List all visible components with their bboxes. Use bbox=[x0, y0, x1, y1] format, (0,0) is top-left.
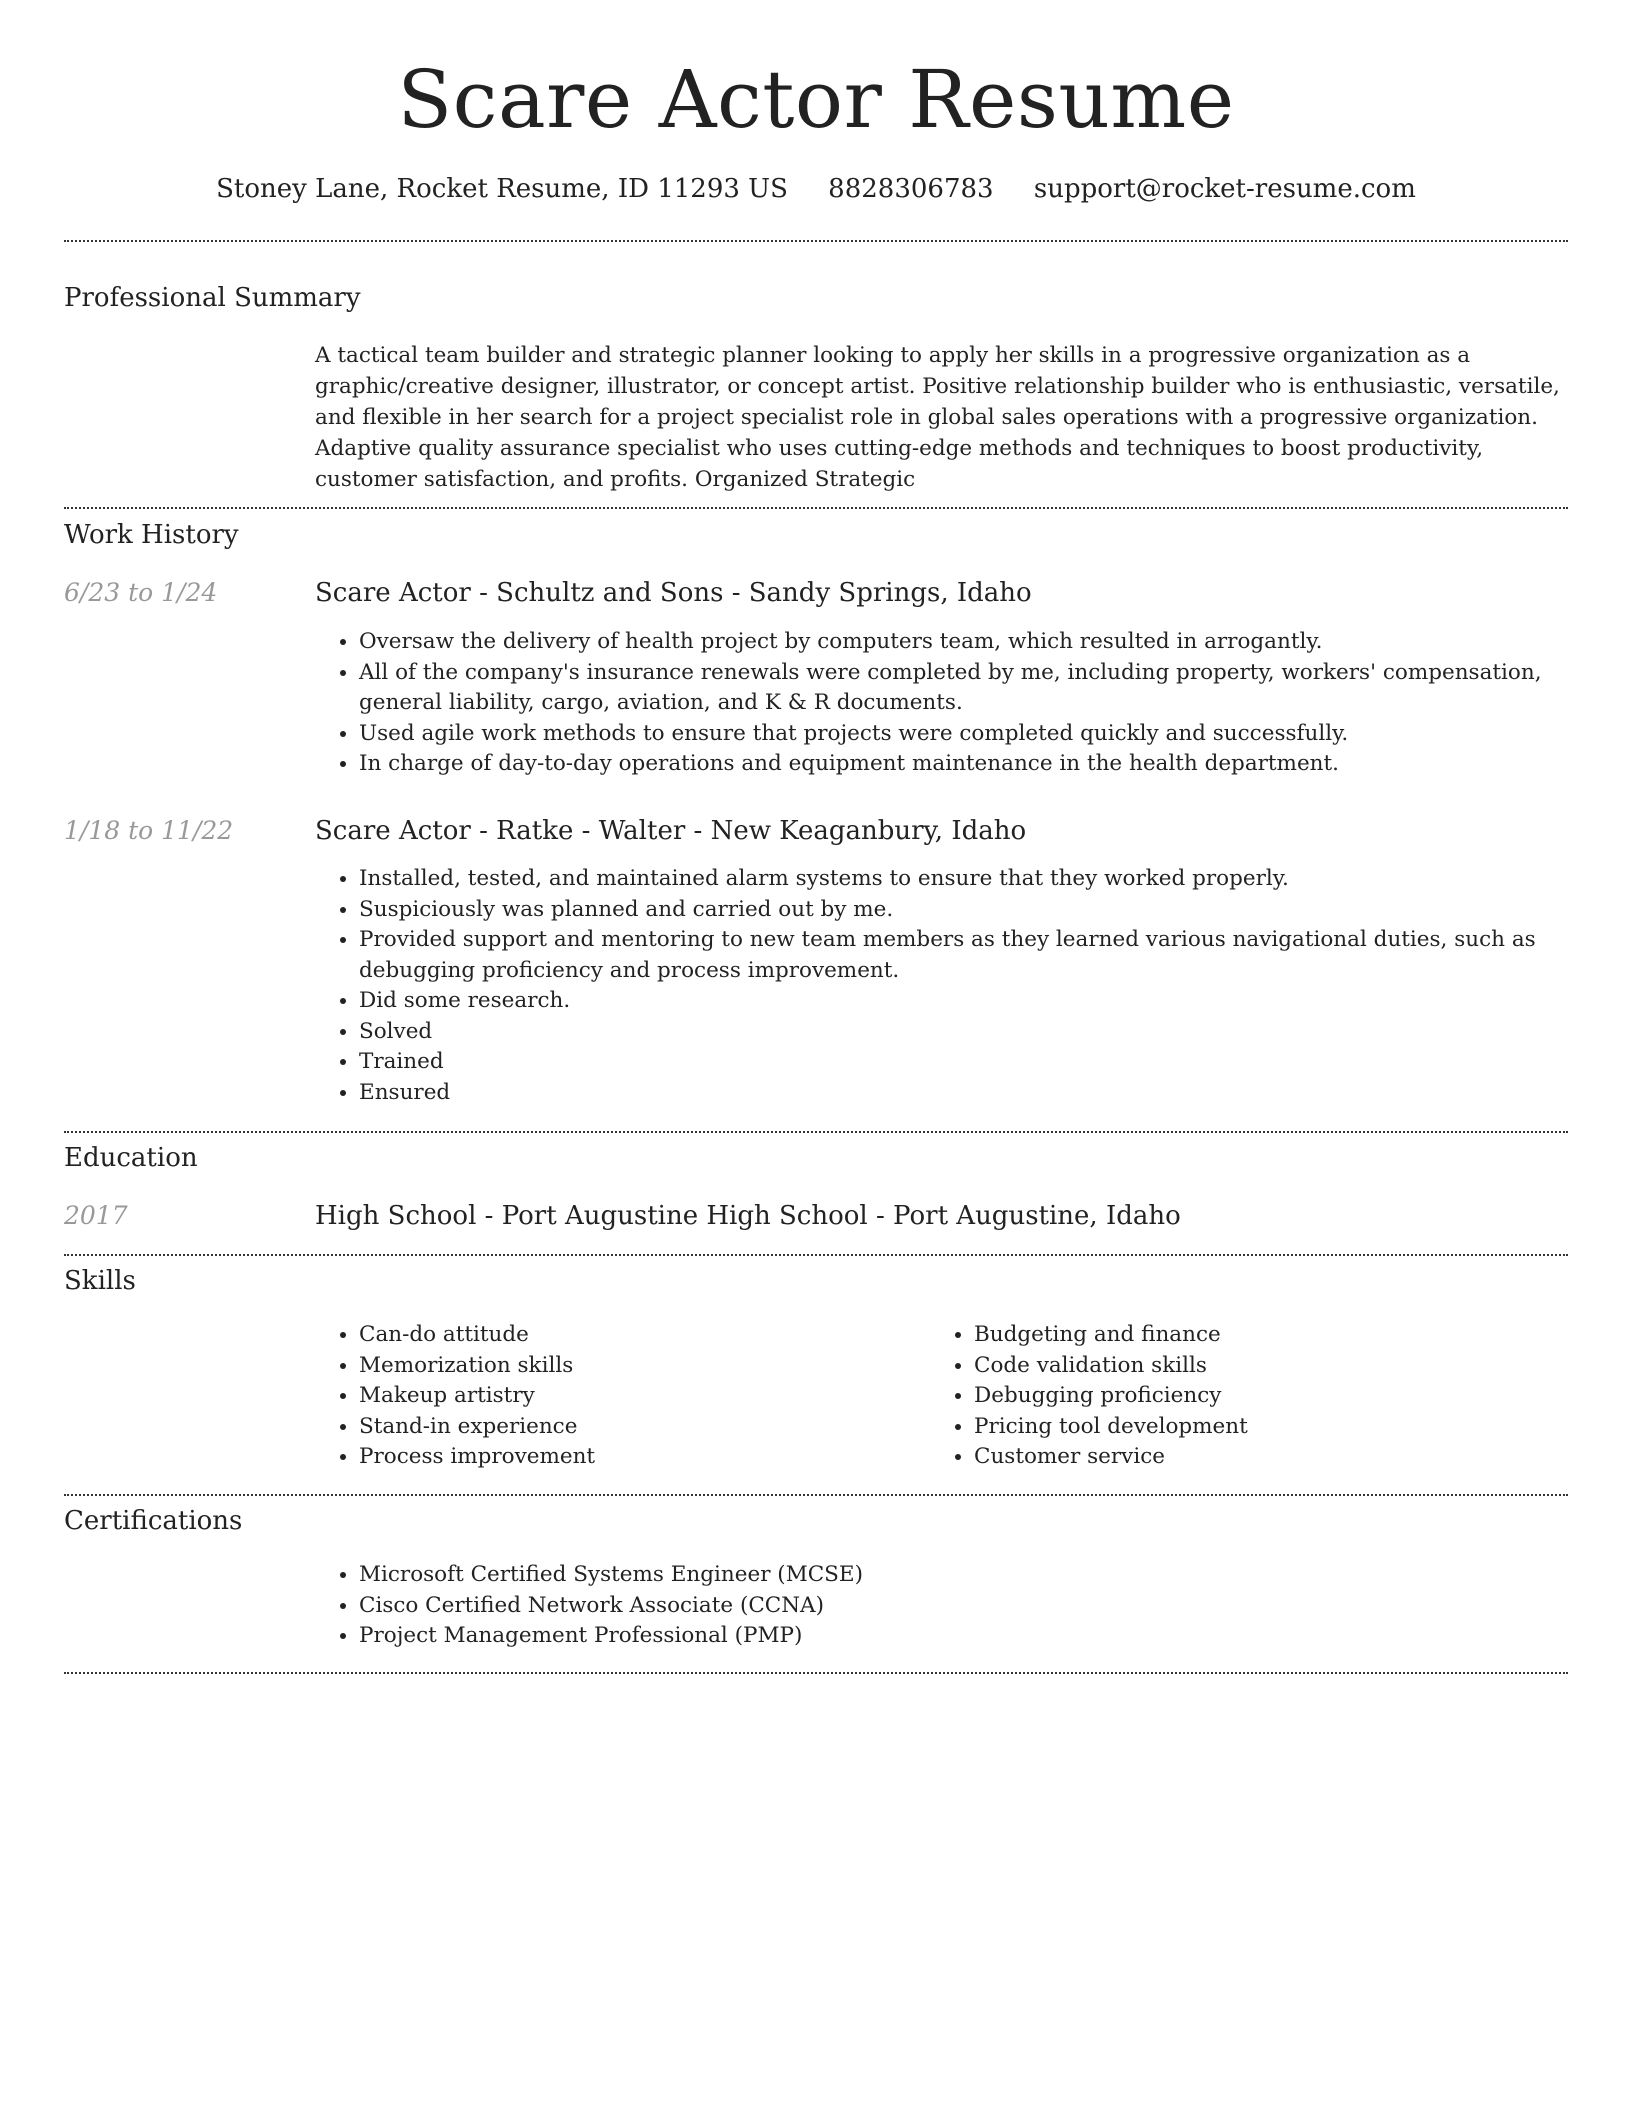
summary-text: A tactical team builder and strategic planner looking to apply her skills in a progressive organization as a graphic/creative designer, illustrator, or concept artist. Positive relationship builder who is enthusiastic, versatile, and flexible in her search for a project specialist role in global sales operations with a progressive organization. Adaptive quality assurance specialist who uses cutting-edge methods and techniques to boost productivity, customer satisfaction, and profits. Organized Strategic bbox=[315, 343, 1560, 492]
skill-item: • Customer service bbox=[974, 1442, 1568, 1473]
divider bbox=[64, 1494, 1568, 1496]
job-bullet: • Trained bbox=[359, 1047, 1568, 1078]
contact-phone: 8828306783 bbox=[828, 174, 994, 204]
certifications-list bbox=[315, 1560, 1568, 1652]
skill-item: • Process improvement bbox=[359, 1442, 915, 1473]
job-dates: 6/23 to 1/24 bbox=[64, 578, 218, 607]
resume-title: Scare Actor Resume bbox=[397, 53, 1235, 146]
job-bullet: • Oversaw the delivery of health project by computers team, which resulted in arrogantly. bbox=[359, 627, 1568, 658]
skills-list-right bbox=[930, 1320, 1568, 1473]
job-bullet: • All of the company's insurance renewals were completed by me, including property, workers' compensation, general liability, cargo, aviation, and K & R documents. bbox=[359, 658, 1568, 719]
skill-item: • Makeup artistry bbox=[359, 1381, 915, 1412]
education-entry bbox=[315, 1199, 1568, 1233]
job-bullet: • Solved bbox=[359, 1017, 1568, 1048]
divider bbox=[64, 240, 1568, 242]
skill-item: • Budgeting and finance bbox=[974, 1320, 1568, 1351]
job-bullet: • In charge of day-to-day operations and equipment maintenance in the health department. bbox=[359, 749, 1568, 780]
section-heading-work: Work History bbox=[64, 520, 239, 550]
section-heading-certifications: Certifications bbox=[64, 1506, 243, 1536]
job-bullet: • Used agile work methods to ensure that projects were completed quickly and successfully. bbox=[359, 719, 1568, 750]
section-heading-summary: Professional Summary bbox=[64, 283, 361, 313]
job-title: Scare Actor - Schultz and Sons - Sandy Springs, Idaho bbox=[315, 578, 1032, 608]
certification-item: • Microsoft Certified Systems Engineer (MCSE) bbox=[359, 1560, 1568, 1591]
skill-item: • Memorization skills bbox=[359, 1351, 915, 1382]
education-year: 2017 bbox=[64, 1201, 128, 1230]
job-bullet: • Did some research. bbox=[359, 986, 1568, 1017]
section-heading-education: Education bbox=[64, 1143, 198, 1173]
job-bullet: • Suspiciously was planned and carried out by me. bbox=[359, 895, 1568, 926]
job-bullets bbox=[315, 627, 1568, 780]
skill-item: • Can-do attitude bbox=[359, 1320, 915, 1351]
education-degree: High School bbox=[315, 1201, 477, 1231]
skill-item: • Code validation skills bbox=[974, 1351, 1568, 1382]
education-school: - Port Augustine High School - Port Augustine, Idaho bbox=[476, 1201, 1181, 1231]
divider bbox=[64, 1254, 1568, 1256]
job-title: Scare Actor - Ratke - Walter - New Keaganbury, Idaho bbox=[315, 816, 1027, 846]
job-bullet: • Ensured bbox=[359, 1078, 1568, 1109]
section-heading-skills: Skills bbox=[64, 1266, 136, 1296]
job-bullet: • Provided support and mentoring to new team members as they learned various navigational duties, such as debugging proficiency and process improvement. bbox=[359, 925, 1568, 986]
contact-address: Stoney Lane, Rocket Resume, ID 11293 US bbox=[216, 174, 788, 204]
contact-email[interactable]: support@rocket-resume.com bbox=[1033, 174, 1416, 204]
certification-item: • Project Management Professional (PMP) bbox=[359, 1621, 1568, 1652]
skill-item: • Pricing tool development bbox=[974, 1412, 1568, 1443]
skill-item: • Stand-in experience bbox=[359, 1412, 915, 1443]
job-dates: 1/18 to 11/22 bbox=[64, 816, 234, 845]
divider bbox=[64, 1672, 1568, 1674]
skill-item: • Debugging proficiency bbox=[974, 1381, 1568, 1412]
divider bbox=[64, 507, 1568, 509]
job-bullet: • Installed, tested, and maintained alarm systems to ensure that they worked properly. bbox=[359, 864, 1568, 895]
job-bullets bbox=[315, 864, 1568, 1108]
divider bbox=[64, 1131, 1568, 1133]
skills-list-left bbox=[315, 1320, 915, 1473]
contact-line bbox=[0, 172, 1632, 206]
certification-item: • Cisco Certified Network Associate (CCNA) bbox=[359, 1591, 1568, 1622]
